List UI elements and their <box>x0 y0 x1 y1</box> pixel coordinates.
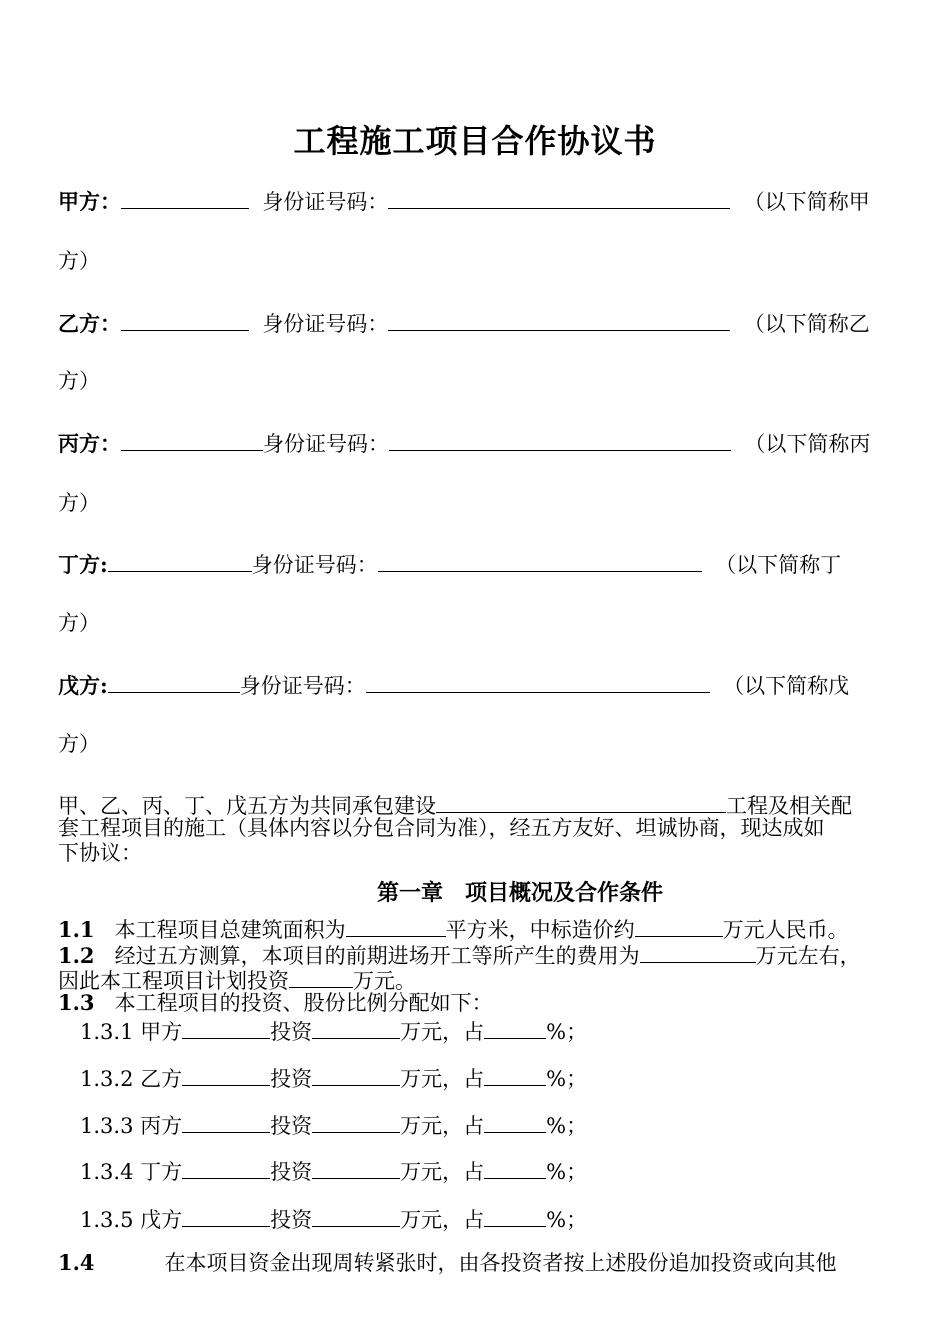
party-wrap-ding: 方） <box>58 611 100 635</box>
party-label: 乙方： <box>58 311 121 336</box>
share-party: 乙方 <box>140 1067 183 1091</box>
share-unit-label: 万元，占 <box>400 1208 485 1232</box>
party-label: 甲方： <box>58 189 121 214</box>
id-label: 身份证号码： <box>239 674 366 698</box>
prep-cost-field[interactable] <box>640 940 756 963</box>
share-invest-label: 投资 <box>270 1020 313 1044</box>
share-number: 1.3.3 <box>80 1114 134 1138</box>
intro-text: 工程及相关配 <box>726 794 852 818</box>
plan-invest-field[interactable] <box>289 965 353 988</box>
share-row <box>80 1016 587 1045</box>
intro-line-3: 下协议： <box>58 841 142 865</box>
party-row-bing <box>58 428 870 457</box>
share-party: 戊方 <box>140 1208 183 1232</box>
share-unit-label: 万元，占 <box>400 1020 485 1044</box>
clause-text: 万元人民币。 <box>722 918 849 942</box>
clause-text: 万元。 <box>353 969 416 993</box>
clause-1-1 <box>58 914 849 943</box>
party-wrap-wu: 方） <box>58 732 100 756</box>
clause-text: 平方米，中标造价约 <box>445 918 635 942</box>
share-percent-sign: %； <box>546 1208 588 1232</box>
intro-text: 甲、乙、丙、丁、戊五方为共同承包建设 <box>58 794 436 818</box>
clause-number: 1.2 <box>58 943 95 968</box>
clause-text: 万元左右， <box>755 944 861 968</box>
share-number: 1.3.2 <box>80 1067 134 1091</box>
id-label: 身份证号码： <box>263 432 389 456</box>
party-row-yi <box>58 308 870 337</box>
party-row-ding <box>58 549 841 578</box>
party-label: 戊方: <box>58 673 108 698</box>
clause-number: 1.4 <box>58 1250 95 1275</box>
share-percent-sign: %； <box>546 1114 588 1138</box>
share-row <box>80 1063 587 1092</box>
share-invest-label: 投资 <box>270 1067 313 1091</box>
share-percent-sign: %； <box>546 1020 588 1044</box>
party-label: 丙方： <box>58 431 121 456</box>
clause-text: 本工程项目总建筑面积为 <box>114 918 346 942</box>
share-number: 1.3.4 <box>80 1160 134 1184</box>
share-invest-label: 投资 <box>270 1160 313 1184</box>
share-unit-label: 万元，占 <box>400 1160 485 1184</box>
id-number-field[interactable] <box>378 549 702 572</box>
party-name-field[interactable] <box>121 428 263 451</box>
clause-1-3 <box>58 990 493 1016</box>
share-amount-field[interactable] <box>312 1063 400 1086</box>
share-row <box>80 1204 587 1233</box>
party-wrap-bing: 方） <box>58 491 100 515</box>
alias-text: （以下简称丁 <box>715 553 842 577</box>
share-unit-label: 万元，占 <box>400 1114 485 1138</box>
share-number: 1.3.1 <box>80 1020 134 1044</box>
clause-number: 1.1 <box>58 917 95 942</box>
share-percent-field[interactable] <box>484 1156 546 1179</box>
share-percent-field[interactable] <box>484 1110 546 1133</box>
share-percent-field[interactable] <box>484 1016 546 1039</box>
clause-1-4 <box>58 1250 837 1276</box>
party-name-field[interactable] <box>108 549 252 572</box>
share-number: 1.3.5 <box>80 1208 134 1232</box>
id-label: 身份证号码： <box>251 553 378 577</box>
party-name-field[interactable] <box>108 670 240 693</box>
share-percent-sign: %； <box>546 1160 588 1184</box>
share-unit-label: 万元，占 <box>400 1067 485 1091</box>
clause-text: 本工程项目的投资、股份比例分配如下： <box>114 991 493 1015</box>
alias-text: （以下简称丙 <box>744 432 871 456</box>
share-invest-label: 投资 <box>270 1208 313 1232</box>
party-label: 丁方: <box>58 552 108 577</box>
alias-text: （以下简称戊 <box>723 674 850 698</box>
share-party: 丁方 <box>140 1160 183 1184</box>
share-percent-field[interactable] <box>484 1063 546 1086</box>
clause-text: 在本项目资金出现周转紧张时，由各投资者按上述股份追加投资或向其他 <box>164 1251 837 1275</box>
share-amount-field[interactable] <box>312 1110 400 1133</box>
party-name-field[interactable] <box>121 186 249 209</box>
document-title: 工程施工项目合作协议书 <box>293 122 657 160</box>
clause-text: 因此本工程项目计划投资 <box>58 969 289 993</box>
project-name-field[interactable] <box>436 790 726 813</box>
area-field[interactable] <box>346 914 446 937</box>
party-wrap-jia: 方） <box>58 249 100 273</box>
party-row-jia <box>58 186 870 215</box>
share-name-field[interactable] <box>182 1063 270 1086</box>
share-amount-field[interactable] <box>312 1016 400 1039</box>
share-invest-label: 投资 <box>270 1114 313 1138</box>
party-name-field[interactable] <box>121 308 249 331</box>
intro-line-2: 套工程项目的施工（具体内容以分包合同为准），经五方友好、坦诚协商，现达成如 <box>58 816 825 840</box>
share-name-field[interactable] <box>182 1156 270 1179</box>
share-party: 甲方 <box>140 1020 183 1044</box>
share-name-field[interactable] <box>182 1016 270 1039</box>
share-percent-field[interactable] <box>484 1204 546 1227</box>
id-number-field[interactable] <box>388 186 730 209</box>
id-number-field[interactable] <box>389 428 731 451</box>
share-row <box>80 1110 587 1139</box>
alias-text: （以下简称乙 <box>743 312 870 336</box>
share-party: 丙方 <box>140 1114 183 1138</box>
party-row-wu <box>58 670 849 699</box>
clause-text: 经过五方测算，本项目的前期进场开工等所产生的费用为 <box>114 944 640 968</box>
id-label: 身份证号码： <box>262 190 389 214</box>
share-name-field[interactable] <box>182 1204 270 1227</box>
alias-text: （以下简称甲 <box>743 190 870 214</box>
id-label: 身份证号码： <box>262 312 389 336</box>
id-number-field[interactable] <box>388 308 730 331</box>
clause-number: 1.3 <box>58 990 95 1015</box>
share-amount-field[interactable] <box>312 1204 400 1227</box>
share-name-field[interactable] <box>182 1110 270 1133</box>
share-amount-field[interactable] <box>312 1156 400 1179</box>
share-percent-sign: %； <box>546 1067 588 1091</box>
party-wrap-yi: 方） <box>58 369 100 393</box>
chapter-heading: 第一章 项目概况及合作条件 <box>376 880 663 906</box>
id-number-field[interactable] <box>366 670 710 693</box>
share-row <box>80 1156 587 1185</box>
cost-field[interactable] <box>635 914 723 937</box>
